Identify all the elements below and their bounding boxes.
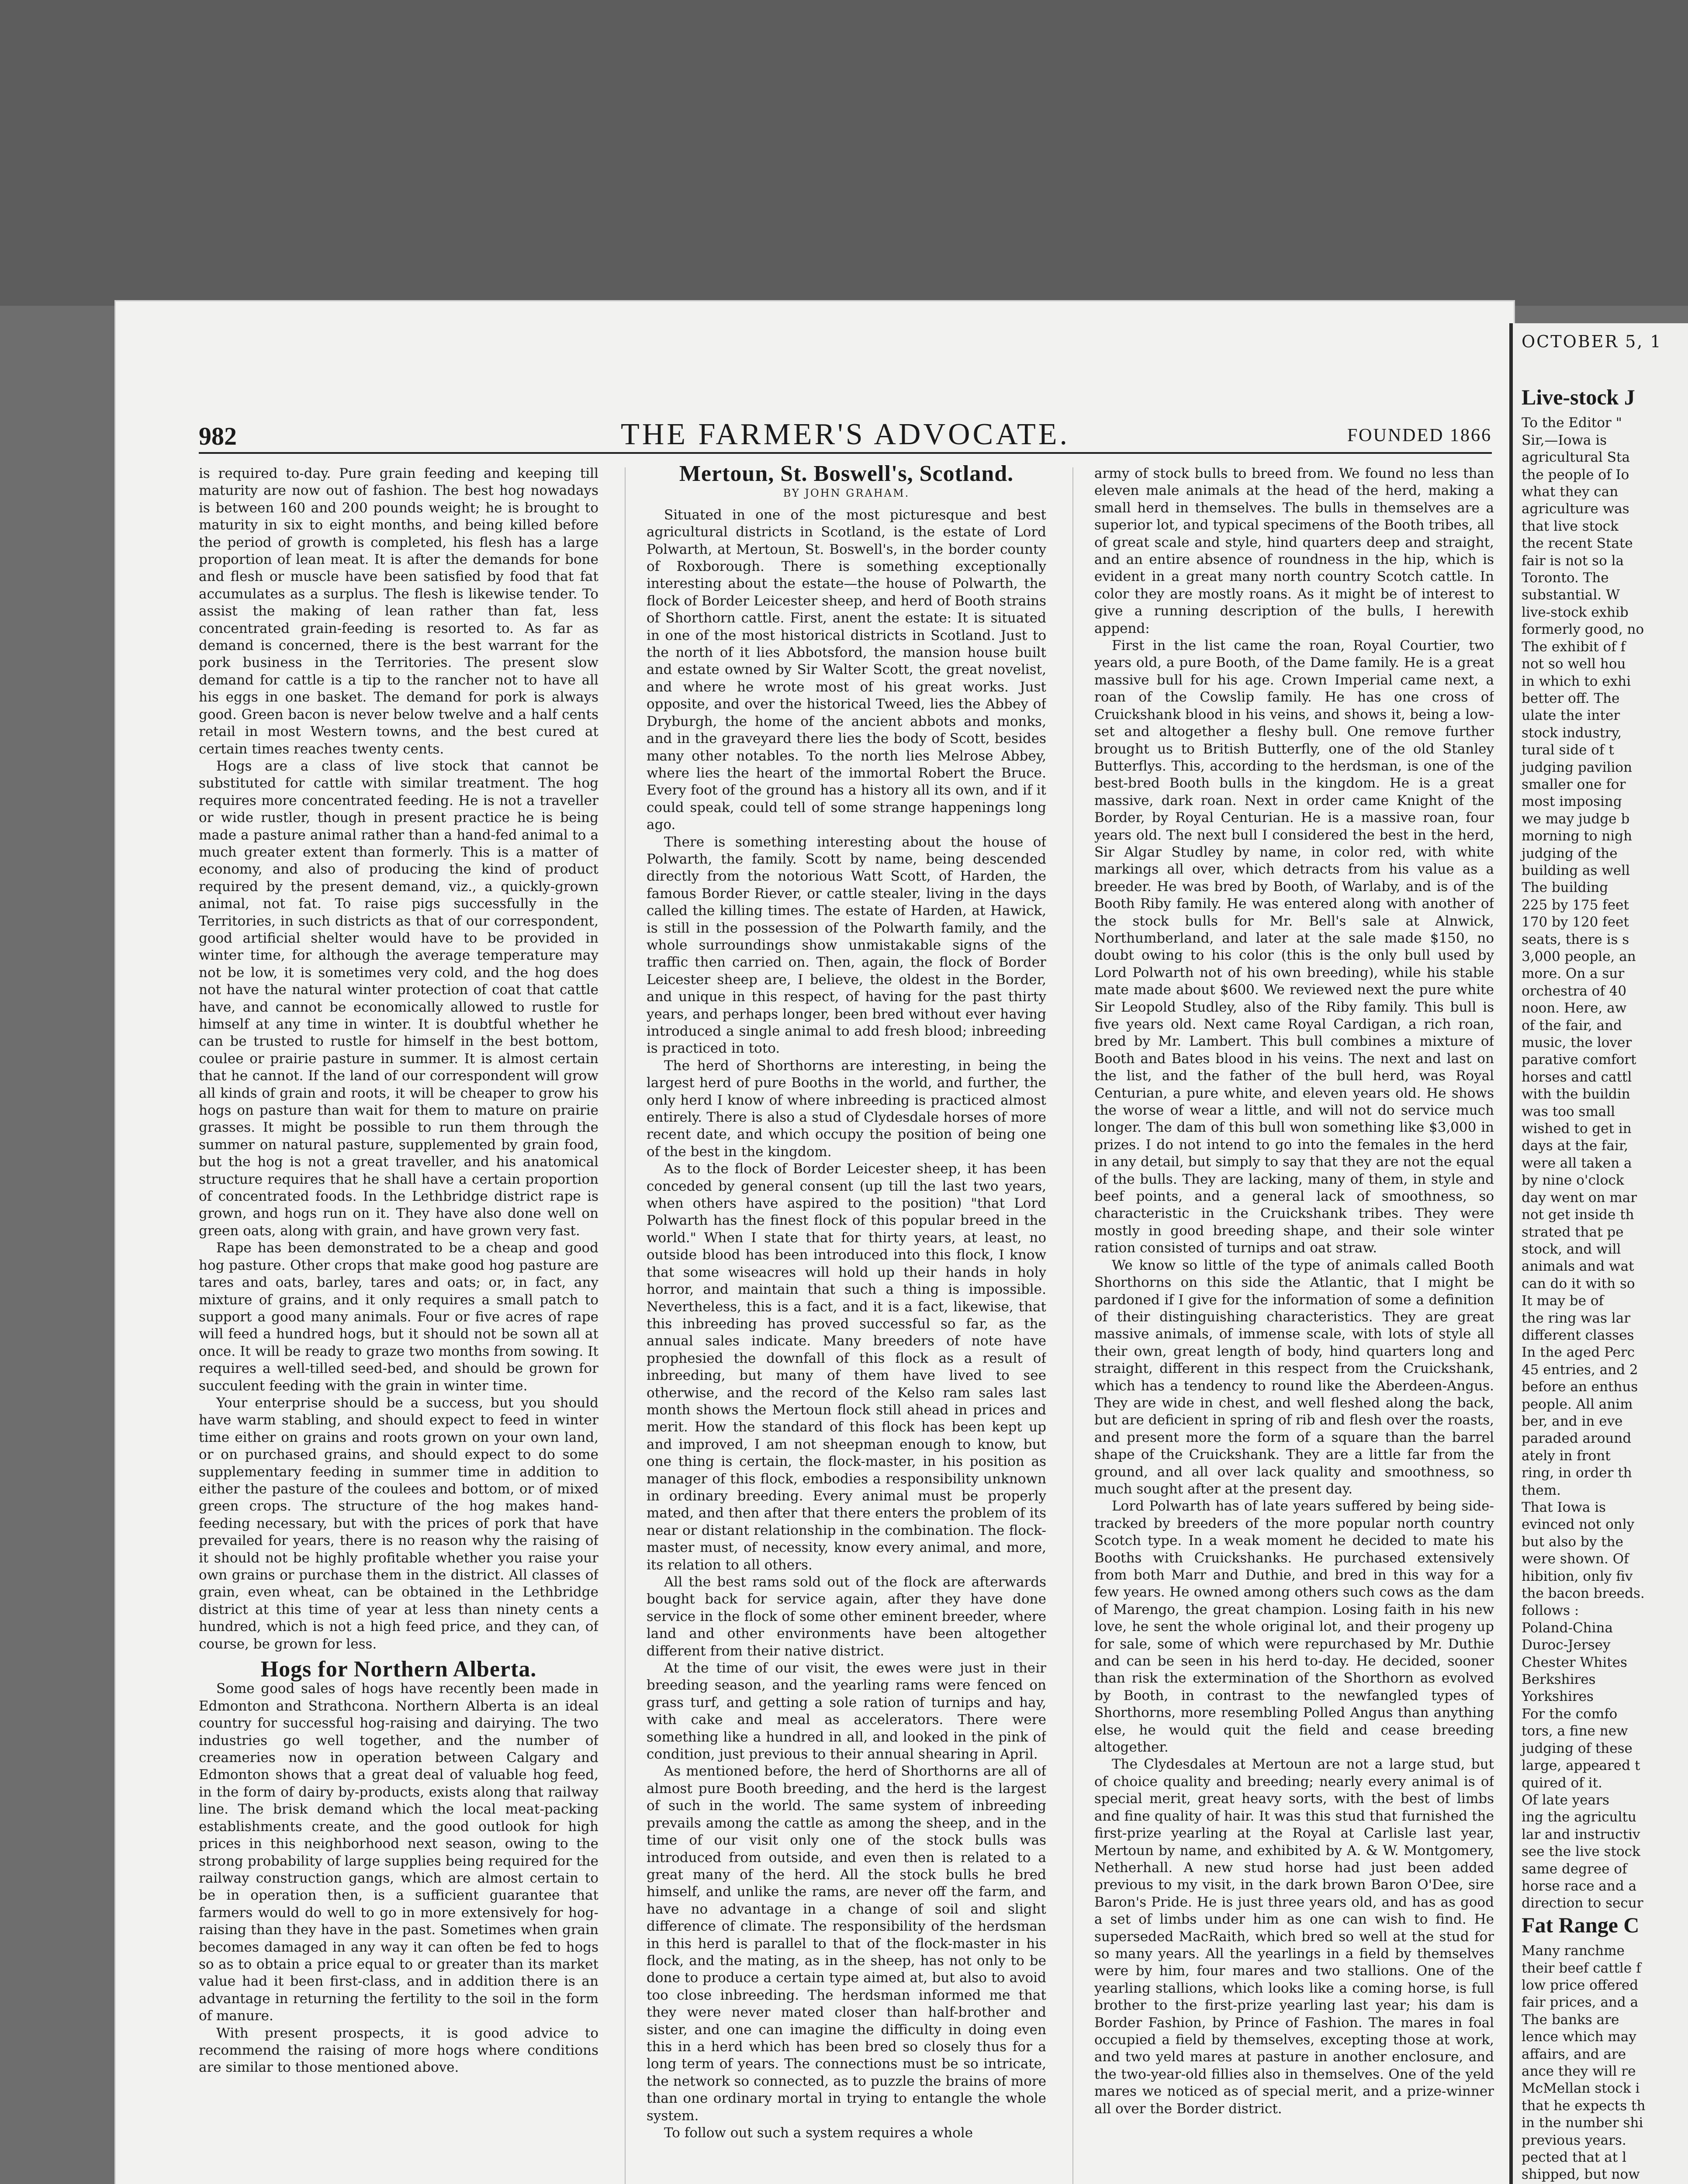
text-line: For the comfo	[1522, 1706, 1618, 1722]
text-line: that he expects th	[1522, 2098, 1646, 2114]
paragraph: First in the list came the roan, Royal Courtier, two years old, a pure Booth, of the Dame family. He is a great massive bull for his age. Crown Imperial came next, a roan of the Cowslip family. He has one cross of Cruickshank blood in his veins, and shows it, being a low-set and altogether a fleshy bull. One remove further brought us to British Butterfly, one of the old Stanley Butterflys. This, according to the herdsman, is one of the best-bred Booth bulls in the kingdom. He is a great massive, dark roan. Next in order came Knight of the Border, by Royal Centurian. He is a massive roan, four years old. The next bull I considered the best in the herd, Sir Algar Studley by name, in color red, with white markings all over, which detracts from his value as a breeder. He was bred by Booth, of Warlaby, and is of the Booth Riby family. He was entered along with another of the stock bulls for Mr. Bell's sale at Alnwick, Northumberland, and later at the sale made $150, no doubt owing to his color (this is the only bull used by Lord Polwarth not of his own breeding), while his stable mate made about $600. We reviewed next the pure white Sir Leopold Studley, also of the Riby family. This bull is five years old. Next came Royal Cardigan, a rich roan, bred by Mr. Lambert. This bull combines a mixture of Booth and Bates blood in his veins. The next and last on the list, and the father of the bull herd, was Royal Centurian, a pure white, and eleven years old. He shows the worse of wear a little, and will not do service much longer. The dam of this bull won something like $3,000 in prizes. I do not intend to go into the females in the herd in any detail, but simply to say that they are not the equal of the bulls. They are lacking, many of them, in style and beef points, and a general lack of smoothness, so characteristic in the Cruickshank tribes. They were mostly in good breeding shape, and their sole winter ration consisted of turnips and oat straw.	[1094, 638, 1494, 1256]
adjacent-page-header: OCTOBER 5, 1	[1522, 332, 1662, 351]
text-line: judging pavilion	[1522, 759, 1633, 775]
text-line: the people of Io	[1522, 467, 1629, 483]
text-line: 225 by 175 feet	[1522, 897, 1629, 913]
text-line: the recent State	[1522, 536, 1633, 552]
founded-note: FOUNDED 1866	[1347, 425, 1492, 446]
text-line: 170 by 120 feet	[1522, 914, 1629, 930]
text-line: 3,000 people, an	[1522, 949, 1636, 964]
text-line: low price offered	[1522, 1977, 1639, 1993]
adjacent-page-fragment	[1509, 323, 1688, 2184]
paragraph: Some good sales of hogs have recently been made in Edmonton and Strathcona. Northern Alberta is an ideal country for successful hog-raising and dairying. The two industries go well together, and the number of creameries now in operation between Calgary and Edmonton shows that a great deal of valuable hog feed, in the form of dairy by-products, exists along that railway line. The brisk demand which the local meat-packing establishments create, and the good outlook for high prices in this neighborhood next season, owing to the strong probability of large supplies being required for the railway construction gangs, which are almost certain to be in operation then, is a sufficient guarantee that farmers would do well to go in more extensively for hog-raising than they have in the past. Sometimes when grain becomes damaged in any way it can often be fed to hogs so as to obtain a price equal to or greater than its market value had it been first-class, and in addition there is an advantage in returning the fertility to the soil in the form of manure.	[199, 1681, 598, 2024]
text-line: fair is not so la	[1522, 553, 1624, 569]
text-line: seats, there is s	[1522, 931, 1629, 947]
text-line: To the Editor "	[1522, 415, 1622, 431]
paragraph: We know so little of the type of animals called Booth Shorthorns on this side the Atlantic, that I might be pardoned if I give for the information of some a definition of their distinguishing characteristics. They are great massive animals, of immense scale, with lots of style all their own, great length of body, hind quarters long and straight, different in this respect from the Cruickshank, which has a tendency to round like the Aberdeen-Angus. They are wide in chest, and well fleshed along the back, but are deficient in spring of rib and flesh over the roasts, and present more the form of a square than the barrel shape of the Cruickshank. They are a little far from the ground, and all over lack quality and smoothness, so much sought after at the present day.	[1094, 1257, 1494, 1497]
text-line: days at the fair,	[1522, 1138, 1629, 1154]
text-line: we may judge b	[1522, 811, 1630, 827]
text-line: music, the lover	[1522, 1035, 1632, 1051]
text-line: affairs, and are	[1522, 2046, 1626, 2062]
text-line: formerly good, no	[1522, 622, 1644, 638]
text-line: see the live stock	[1522, 1844, 1640, 1860]
text-line: substantial. W	[1522, 587, 1620, 603]
text-line: not get inside th	[1522, 1207, 1634, 1223]
newspaper-page	[116, 301, 1514, 2184]
paragraph: Lord Polwarth has of late years suffered by being side-tracked by breeders of the more popular north country Scotch type. In a weak moment he decided to mate his Booths with Cruickshanks. He purchased extensively from both Marr and Duthie, and bred in this way for a few years. He owned among others such cows as the dam of Marengo, the great champion. Losing faith in his new love, he sent the whole original lot, and their progeny up for sale, some of which were repurchased by Mr. Duthie and can be seen in his herd to-day. He decided, sooner than risk the extermination of the Shorthorn as evolved by Booth, in contrast to the newfangled types of Shorthorns, more resembling Polled Angus than anything else, he would quit the field and cease breeding altogether.	[1094, 1498, 1494, 1755]
text-line: tural side of t	[1522, 742, 1614, 758]
text-line: smaller one for	[1522, 776, 1626, 792]
text-line: Of late years	[1522, 1792, 1609, 1808]
text-line: people. All anim	[1522, 1396, 1633, 1412]
text-line: orchestra of 40	[1522, 983, 1627, 999]
paragraph: As mentioned before, the herd of Shorthorns are all of almost pure Booth breeding, and the herd is the largest of such in the world. The same system of inbreeding prevails among the cattle as among the sheep, and in the time of our visit only one of the stock bulls was introduced from outside, and even then is related to a great many of the herd. All the stock bulls he bred himself, and unlike the rams, are never off the farm, and have no advantage in a change of soil and slight difference of climate. The responsibility of the herdsman in this herd is parallel to that of the flock-master in his flock, and the mating, as in the sheep, has not only to be done to produce a certain type aimed at, but also to avoid too close inbreeding. The herdsman informed me that they were never mated closer than half-brother and sister, and one can imagine the difficulty in doing even this in a herd which has been bred so closely thus for a long term of years. The connections must be so intricate, the network so connected, as to puzzle the brains of more than one ordinary mortal in trying to entangle the whole system.	[647, 1763, 1046, 2124]
text-line: shipped, but now	[1522, 2167, 1640, 2183]
text-line: ber, and in eve	[1522, 1413, 1623, 1429]
text-line: That Iowa is	[1522, 1500, 1606, 1515]
text-line: that live stock	[1522, 518, 1619, 534]
header-rule	[199, 452, 1492, 454]
publication-title: THE FARMER'S ADVOCATE.	[620, 418, 1070, 451]
text-line: noon. Here, aw	[1522, 1000, 1627, 1016]
column-3	[1094, 465, 1494, 2184]
article-heading: Live-stock J	[1522, 385, 1635, 409]
text-line: follows :	[1522, 1603, 1579, 1619]
text-line: animals and wat	[1522, 1258, 1634, 1275]
paragraph: Situated in one of the most picturesque and best agricultural districts in Scotland, is the estate of Lord Polwarth, at Mertoun, St. Boswell's, in the border county of Roxborough. There is something exceptionally interesting about the estate—the house of Polwarth, the flock of Border Leicester sheep, and herd of Booth strains of Shorthorn cattle. First, anent the estate: It is situated in one of the most historical districts in Scotland. Just to the north of it lies Abbotsford, the mansion house built and estate owned by Sir Walter Scott, the great novelist, and where he wrote most of his great works. Just opposite, and over the historical Tweed, lies the Abbey of Dryburgh, the home of the ancient abbots and monks, and in the graveyard there lies the body of Scott, besides many other notables. To the north lies Melrose Abbey, where lies the heart of the immortal Robert the Bruce. Every foot of the ground has a history all its own, and if it could speak, could tell of some strange happenings long ago.	[647, 507, 1046, 833]
text-line: Toronto. The	[1522, 570, 1609, 586]
text-line: different classes	[1522, 1327, 1634, 1343]
text-line: stock, and will	[1522, 1241, 1621, 1257]
text-line: Poland-China	[1522, 1620, 1613, 1636]
text-line: better off. The	[1522, 690, 1620, 706]
text-line: Yorkshires	[1522, 1689, 1594, 1705]
byline: BY JOHN GRAHAM.	[783, 487, 910, 500]
text-line: Duroc-Jersey	[1522, 1637, 1611, 1653]
text-line: horse race and a	[1522, 1878, 1637, 1894]
column-1	[199, 465, 598, 2184]
adjacent-page-column	[1522, 384, 1688, 2184]
text-line: by nine o'clock	[1522, 1172, 1624, 1189]
text-line: lence which may	[1522, 2029, 1636, 2045]
text-line: In the aged Perc	[1522, 1344, 1635, 1361]
text-line: ulate the inter	[1522, 708, 1620, 724]
text-line: ance they will re	[1522, 2063, 1636, 2079]
page-header	[199, 417, 1492, 456]
text-line: most imposing	[1522, 794, 1622, 810]
text-line: were shown. Of	[1522, 1551, 1629, 1567]
text-line: direction to secur	[1522, 1895, 1643, 1911]
paragraph: army of stock bulls to breed from. We found no less than eleven male animals at the head of the herd, making a small herd in themselves. The bulls in themselves are a superior lot, and typical specimens of the Booth tribes, all of great scale and style, hind quarters deep and straight, and an entire absence of roundness in the hip, which is evident in a great many north country Scotch cattle. In color they are mostly roans. As it might be of interest to give a running description of the bulls, I herewith append:	[1094, 466, 1494, 636]
text-line: but also by the	[1522, 1534, 1623, 1550]
text-line: in the number shi	[1522, 2115, 1643, 2131]
paragraph: The herd of Shorthorns are interesting, in being the largest herd of pure Booths in the world, and further, the only herd I know of where inbreeding is practiced almost entirely. There is also a stud of Clydesdale horses of more recent date, and which occupy the position of being one of the best in the kingdom.	[647, 1057, 1046, 1160]
paragraph: All the best rams sold out of the flock are afterwards bought back for service again, after they have done service in the flock of some other eminent breeder, where land and other environments have been altogether different from their native district.	[647, 1574, 1046, 1659]
text-line: tors, a fine new	[1522, 1723, 1628, 1739]
article-heading: Mertoun, St. Boswell's, Scotland.	[679, 465, 1014, 486]
text-line: their beef cattle f	[1522, 1960, 1641, 1976]
text-line: was too small	[1522, 1103, 1615, 1120]
text-line: Berkshires	[1522, 1672, 1596, 1688]
paragraph: There is something interesting about the house of Polwarth, the family. Scott by name, being descended directly from the notorious Watt Scott, of Harden, the famous Border Riever, or cattle stealer, living in the days called the killing times. The estate of Harden, at Hawick, is still in the possession of the Polwarth family, and the whole surroundings show unmistakable signs of the traffic then carried on. Then, again, the flock of Border Leicester sheep are, I believe, the oldest in the Border, and unique in this respect, of having for the past thirty years, and perhaps longer, been bred without ever having introduced a single animal to add fresh blood; inbreeding is practiced in toto.	[647, 834, 1046, 1057]
article-heading: Hogs for Northern Alberta.	[260, 1657, 537, 1682]
text-line: ing the agricultu	[1522, 1809, 1636, 1825]
text-line: hibition, only fiv	[1522, 1568, 1633, 1584]
paragraph: As to the flock of Border Leicester sheep, it has been conceded by general consent (up till the last two years, when others have aspired to the position) "that Lord Polwarth has the finest flock of this popular breed in the world." When I state that for thirty years, at least, no outside blood has been introduced into this flock, I know that some wiseacres will hold up their hands in holy horror, and maintain that such a thing is impossible. Nevertheless, this is a fact, and it is a fact, likewise, that this inbreeding has proved successful so far, as the annual sales indicate. Many breeders of note have prophesied the downfall of this flock as a result of inbreeding, but many of them have lived to see otherwise, and the record of the Kelso ram sales last month shows the Mertoun flock still ahead in prices and merit. How the standard of this flock has been kept up and improved, I am not sheepman enough to know, but one thing is certain, the flock-master, in his position as manager of this flock, embodies a responsibility unknown in ordinary breeding. Every animal must be properly mated, and then after that there enters the problem of its near or distant relationship in the combination. The flock-master must, of necessity, know every animal, and more, its relation to all others.	[647, 1161, 1046, 1573]
column-2	[647, 465, 1046, 2184]
text-line: wished to get in	[1522, 1121, 1632, 1137]
text-line: same degree of	[1522, 1861, 1627, 1877]
text-line: Chester Whites	[1522, 1654, 1627, 1670]
text-line: large, appeared t	[1522, 1758, 1640, 1774]
text-line: the bacon breeds.	[1522, 1586, 1645, 1602]
text-line: previous years.	[1522, 2132, 1626, 2148]
text-line: live-stock exhib	[1522, 604, 1629, 620]
text-line: 45 entries, and 2	[1522, 1362, 1638, 1378]
text-line: The building	[1522, 880, 1608, 896]
text-line: evinced not only	[1522, 1517, 1635, 1533]
text-line: pected that at l	[1522, 2149, 1626, 2166]
text-line: strated that pe	[1522, 1224, 1624, 1240]
text-line: judging of these	[1522, 1740, 1633, 1756]
text-line: in which to exhi	[1522, 673, 1631, 689]
paragraph: is required to-day. Pure grain feeding and keeping till maturity are now out of fashion. The best hog nowadays is between 160 and 200 pounds weight; he is brought to maturity in six to eight months, and being killed before the period of growth is completed, his flesh has a large proportion of lean meat. It is after the demands for bone and flesh or muscle have been satisfied by food that fat accumulates as a surplus. The flesh is likewise tender. To assist the making of lean rather than fat, less concentrated grain-feeding is resorted to. As far as demand is concerned, there is the best warrant for the pork business in the Territories. The present slow demand for cattle is a tip to the rancher not to have all his eggs in one basket. The demand for pork is always good. Green bacon is never below twelve and a half cents retail in most Western towns, and the best cured at certain times reaches twenty cents.	[199, 466, 598, 757]
text-line: The exhibit of f	[1522, 639, 1626, 655]
text-line: agriculture was	[1522, 501, 1629, 517]
text-line: of the fair, and	[1522, 1017, 1622, 1033]
text-line: fair prices, and a	[1522, 1994, 1639, 2011]
paragraph: At the time of our visit, the ewes were just in their breeding season, and the yearling rams were fenced on grass turf, and getting a sole ration of turnips and hay, with cake and meal as accelerators. There were something like a hundred in all, and looked in the pink of condition, just previous to their annual shearing in April.	[647, 1660, 1046, 1762]
text-line: with the buildin	[1522, 1086, 1630, 1102]
paragraph: To follow out such a system requires a whole	[664, 2125, 973, 2141]
text-line: can do it with so	[1522, 1275, 1635, 1292]
text-line: more. On a sur	[1522, 966, 1625, 982]
page-number: 982	[199, 422, 237, 450]
paragraph: The Clydesdales at Mertoun are not a large stud, but of choice quality and breeding; nearly every animal is of special merit, great heavy sorts, with the best of limbs and fine quality of hair. It was this stud that furnished the first-prize yearling at the Royal at Carlisle last year, Mertoun by name, and exhibited by A. & W. Montgomery, Netherhall. A new stud horse had just been added previous to my visit, in the dark brown Baron O'Dee, sire Baron's Pride. He is just three years old, and has as good a set of limbs under him as one can wish to find. He superseded MacRaith, which bred so well at the stud for so many years. All the yearlings in a field by themselves were by him, four mares and two stallions. One of the yearling stallions, which looks like a coming horse, is full brother to the first-prize yearling last year; his dam is Border Fashion, by Prince of Fashion. The mares in foal occupied a field by themselves, excepting those at work, and two yeld mares at pasture in another enclosure, and the two-year-old fillies also in themselves. One of the yeld mares we noticed as of special merit, and a prize-winner all over the Border district.	[1094, 1756, 1494, 2117]
text-line: paraded around	[1522, 1431, 1632, 1447]
text-line: Sir,—Iowa is	[1522, 432, 1607, 448]
text-line: morning to nigh	[1522, 828, 1633, 844]
text-line: quired of it.	[1522, 1775, 1602, 1791]
text-line: McMellan stock i	[1522, 2080, 1640, 2097]
paragraph: With present prospects, it is good advice to recommend the raising of more hogs where conditions are similar to those mentioned above.	[199, 2025, 598, 2076]
text-line: before an enthus	[1522, 1379, 1638, 1395]
text-line: stock industry,	[1522, 725, 1622, 741]
text-line: what they can	[1522, 484, 1619, 500]
text-line: ring, in order th	[1522, 1465, 1632, 1481]
text-line: day went on mar	[1522, 1189, 1637, 1206]
text-line: the ring was lar	[1522, 1310, 1631, 1326]
column-divider	[625, 467, 626, 2184]
text-line: judging of the	[1522, 845, 1618, 861]
text-line: It may be of	[1522, 1293, 1604, 1309]
text-line: parative comfort	[1522, 1052, 1636, 1068]
article-heading: Fat Range C	[1522, 1912, 1640, 1937]
text-line: The banks are	[1522, 2011, 1619, 2028]
text-line: building as well	[1522, 862, 1630, 878]
text-line: not so well hou	[1522, 656, 1626, 672]
text-line: were all taken a	[1522, 1155, 1632, 1171]
text-line: horses and cattl	[1522, 1069, 1632, 1085]
text-line: agricultural Sta	[1522, 449, 1630, 466]
text-line: them.	[1522, 1482, 1561, 1498]
scanner-background-top	[0, 0, 1688, 306]
paragraph: Your enterprise should be a success, but you should have warm stabling, and should expect to feed in winter time either on grains and roots grown on your own land, or on purchased grains, and should expect to do some supplementary feeding in summer time in addition to either the pasture of the coulees and bottom, or of mixed green crops. The structure of the hog makes hand-feeding necessary, but with the prices of pork that have prevailed for years, there is no reason why the raising of it should not be highly profitable whether you raise your own grains or purchase them in the district. All classes of grain, even wheat, can be obtained in the Lethbridge district at this time of year at less than ninety cents a hundred, which is not a high feed price, and they can, of course, be grown for less.	[199, 1395, 598, 1652]
paragraph: Rape has been demonstrated to be a cheap and good hog pasture. Other crops that make good hog pasture are tares and oats, barley, tares and oats; or, in fact, any mixture of grains, and it only requires a small patch to support a good many animals. Four or five acres of rape will feed a hundred hogs, but it should not be sown all at once. It will be ready to graze two months from sowing. It requires a well-tilled seed-bed, and should be grown for succulent feeding with the grain in winter time.	[199, 1240, 598, 1394]
text-line: Many ranchme	[1522, 1943, 1625, 1959]
paragraph: Hogs are a class of live stock that cannot be substituted for cattle with similar treatment. The hog requires more concentrated feeding. He is not a traveller or wide rustler, though in present practice he is being made a pasture animal rather than a hand-fed animal to a much greater extent than formerly. This is a matter of economy, and also of producing the kind of product required by the present demand, viz., a quickly-grown animal, not fat. To raise pigs successfully in the Territories, in such districts as that of our correspondent, good artificial shelter would have to be provided in winter time, for although the average temperature may not be low, it is sometimes very cold, and the hog does not have the natural winter protection of coat that cattle have, and cannot be economically allowed to rustle for himself at any time in winter. It is doubtful whether he can be trusted to rustle for himself in the best bottom, coulee or prairie pasture in summer. It is almost certain that he cannot. If the land of our correspondent will grow all kinds of grain and roots, it will be cheaper to grow his hogs on pasture than wait for them to mature on prairie grasses. It might be possible to run them through the summer on natural pasture, supplemented by grain food, but the hog is not a great traveller, and his anatomical structure requires that he shall have a certain proportion of concentrated foods. In the Lethbridge district rape is grown, and hogs run on it. They have also done well on green oats, along with grain, and have grown very fast.	[199, 758, 598, 1239]
text-line: lar and instructiv	[1522, 1826, 1640, 1842]
column-divider	[1072, 467, 1073, 2184]
text-line: ately in front	[1522, 1448, 1611, 1464]
